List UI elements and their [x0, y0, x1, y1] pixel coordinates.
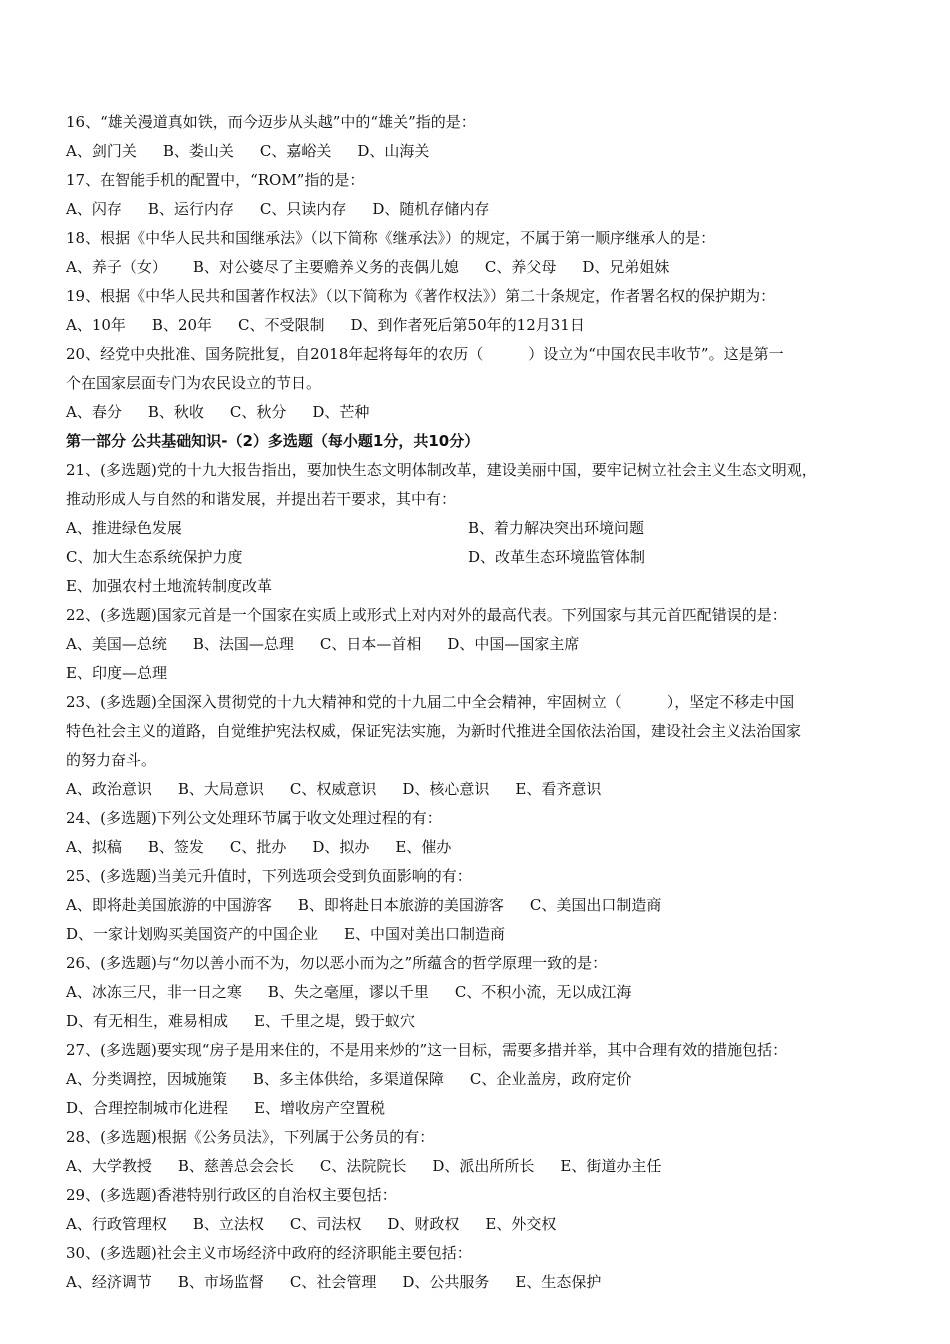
- question-19: 19、根据《中华人民共和国著作权法》（以下简称为《著作权法》）第二十条规定，作者署名权的保护期为：: [66, 287, 776, 305]
- option-b: B、对公婆尽了主要赡养义务的丧偶儿媳: [192, 258, 459, 276]
- option-b: B、大局意识: [177, 780, 264, 798]
- option-d: D、公共服务: [402, 1273, 490, 1291]
- question-25-options-row2: [66, 920, 886, 949]
- question-18-options: [66, 253, 886, 282]
- option-e: E、生态保护: [515, 1273, 602, 1291]
- option-c: C、批办: [229, 838, 287, 856]
- question-25-options-row1: [66, 891, 886, 920]
- option-a: A、分类调控，因城施策: [66, 1070, 227, 1088]
- option-a: A、拟稿: [66, 838, 122, 856]
- question-19-options: [66, 311, 886, 340]
- question-29-options: [66, 1210, 886, 1239]
- option-a: A、春分: [66, 403, 122, 421]
- option-a: A、闪存: [66, 200, 122, 218]
- question-27: 27、(多选题)要实现“房子是用来住的，不是用来炒的”这一目标，需要多措并举，其中合理有效的措施包括：: [66, 1041, 788, 1059]
- question-23-cont2: 的努力奋斗。: [66, 751, 157, 769]
- option-c: C、权威意识: [289, 780, 377, 798]
- option-d: D、有无相生，难易相成: [66, 1012, 229, 1030]
- option-c: C、嘉峪关: [259, 142, 332, 160]
- option-b: B、秋收: [147, 403, 204, 421]
- question-30-options: [66, 1268, 886, 1297]
- option-e: E、街道办主任: [560, 1157, 662, 1175]
- option-a: A、政治意识: [66, 780, 152, 798]
- question-20-cont: 个在国家层面专门为农民设立的节日。: [66, 374, 322, 392]
- question-23-cont: 特色社会主义的道路，自觉维护宪法权威，保证宪法实施，为新时代推进全国依法治国，建设社会主义法治国家: [66, 722, 802, 740]
- option-b: B、即将赴日本旅游的美国游客: [297, 896, 504, 914]
- question-24: 24、(多选题)下列公文处理环节属于收文处理过程的有：: [66, 809, 442, 827]
- option-e: E、千里之堤，毁于蚁穴: [254, 1012, 415, 1030]
- option-d: D、到作者死后第50年的12月31日: [350, 316, 585, 334]
- option-b: B、法国—总理: [192, 635, 294, 653]
- option-b: B、立法权: [192, 1215, 264, 1233]
- option-d: D、山海关: [357, 142, 430, 160]
- option-c: C、养父母: [484, 258, 557, 276]
- question-25: 25、(多选题)当美元升值时，下列选项会受到负面影响的有：: [66, 867, 472, 885]
- question-22-options-row2: [66, 659, 886, 688]
- option-c: C、企业盖房，政府定价: [469, 1070, 632, 1088]
- question-29: 29、(多选题)香港特别行政区的自治权主要包括：: [66, 1186, 397, 1204]
- option-a: A、冰冻三尺，非一日之寒: [66, 983, 242, 1001]
- exam-page: [66, 108, 886, 1297]
- option-c: C、美国出口制造商: [529, 896, 662, 914]
- option-a: A、剑门关: [66, 142, 137, 160]
- option-c: C、不积小流，无以成江海: [454, 983, 632, 1001]
- option-e: E、印度—总理: [66, 664, 167, 682]
- question-20: 20、经党中央批准、国务院批复，自2018年起将每年的农历（ ）设立为“中国农民丰收节”。这是第一: [66, 345, 784, 363]
- question-26-options-row2: [66, 1007, 886, 1036]
- option-c: C、加大生态系统保护力度: [66, 548, 243, 566]
- option-e: E、外交权: [485, 1215, 557, 1233]
- question-27-options-row2: [66, 1094, 886, 1123]
- option-c: C、法院院长: [319, 1157, 407, 1175]
- option-b: B、失之毫厘，谬以千里: [267, 983, 429, 1001]
- option-d: D、兄弟姐妹: [582, 258, 670, 276]
- option-e: E、中国对美出口制造商: [344, 925, 505, 943]
- option-a: A、经济调节: [66, 1273, 152, 1291]
- question-21-options-row1: [66, 514, 886, 543]
- option-a: A、推进绿色发展: [66, 519, 182, 537]
- question-27-options-row1: [66, 1065, 886, 1094]
- question-28: 28、(多选题)根据《公务员法》，下列属于公务员的有：: [66, 1128, 435, 1146]
- question-21: 21、(多选题)党的十九大报告指出，要加快生态文明体制改革，建设美丽中国，要牢记树立社会主义生态文明观，: [66, 461, 817, 479]
- option-a: A、行政管理权: [66, 1215, 167, 1233]
- option-b: B、市场监督: [177, 1273, 264, 1291]
- option-b: B、娄山关: [162, 142, 234, 160]
- option-a: A、即将赴美国旅游的中国游客: [66, 896, 272, 914]
- option-b: B、着力解决突出环境问题: [468, 519, 645, 537]
- section-header: 第一部分 公共基础知识-（2）多选题（每小题1分，共10分）: [66, 432, 480, 450]
- question-21-cont: 推动形成人与自然的和谐发展，并提出若干要求，其中有：: [66, 490, 457, 508]
- option-a: A、10年: [66, 316, 126, 334]
- option-c: C、司法权: [289, 1215, 362, 1233]
- question-16: 16、“雄关漫道真如铁，而今迈步从头越”中的“雄关”指的是：: [66, 113, 476, 131]
- option-e: E、增收房产空置税: [254, 1099, 385, 1117]
- question-16-options: [66, 137, 886, 166]
- option-b: B、运行内存: [147, 200, 234, 218]
- question-24-options: [66, 833, 886, 862]
- question-17: 17、在智能手机的配置中，“ROM”指的是：: [66, 171, 365, 189]
- option-e: E、加强农村土地流转制度改革: [66, 577, 272, 595]
- question-17-options: [66, 195, 886, 224]
- question-26-options-row1: [66, 978, 886, 1007]
- option-c: C、只读内存: [259, 200, 347, 218]
- option-b: B、慈善总会会长: [177, 1157, 294, 1175]
- question-21-options-row3: [66, 572, 886, 601]
- option-a: A、美国—总统: [66, 635, 167, 653]
- question-22: 22、(多选题)国家元首是一个国家在实质上或形式上对内对外的最高代表。下列国家与其元首匹配错误的是：: [66, 606, 787, 624]
- question-20-options: [66, 398, 886, 427]
- option-d: D、拟办: [312, 838, 370, 856]
- option-c: C、日本—首相: [319, 635, 422, 653]
- option-e: E、催办: [395, 838, 452, 856]
- option-d: D、核心意识: [402, 780, 490, 798]
- option-a: A、大学教授: [66, 1157, 152, 1175]
- option-d: D、一家计划购买美国资产的中国企业: [66, 925, 319, 943]
- question-26: 26、(多选题)与“勿以善小而不为，勿以恶小而为之”所蕴含的哲学原理一致的是：: [66, 954, 608, 972]
- option-d: D、改革生态环境监管体制: [468, 548, 646, 566]
- question-22-options: [66, 630, 886, 659]
- option-d: D、随机存储内存: [372, 200, 490, 218]
- question-21-options-row2: [66, 543, 886, 572]
- question-28-options: [66, 1152, 886, 1181]
- question-18: 18、根据《中华人民共和国继承法》（以下简称《继承法》）的规定，不属于第一顺序继承人的是：: [66, 229, 716, 247]
- option-d: D、财政权: [387, 1215, 460, 1233]
- option-b: B、签发: [147, 838, 204, 856]
- question-23-options: [66, 775, 886, 804]
- option-b: B、20年: [151, 316, 213, 334]
- question-30: 30、(多选题)社会主义市场经济中政府的经济职能主要包括：: [66, 1244, 472, 1262]
- option-d: D、芒种: [312, 403, 370, 421]
- option-c: C、社会管理: [289, 1273, 377, 1291]
- option-a: A、养子（女）: [66, 258, 167, 276]
- option-e: E、看齐意识: [515, 780, 602, 798]
- option-d: D、中国—国家主席: [447, 635, 580, 653]
- question-23: 23、(多选题)全国深入贯彻党的十九大精神和党的十九届二中全会精神，牢固树立（ ），坚定不移走中国: [66, 693, 795, 711]
- option-c: C、秋分: [229, 403, 287, 421]
- option-d: D、派出所所长: [432, 1157, 535, 1175]
- option-c: C、不受限制: [238, 316, 325, 334]
- option-b: B、多主体供给，多渠道保障: [252, 1070, 444, 1088]
- option-d: D、合理控制城市化进程: [66, 1099, 229, 1117]
